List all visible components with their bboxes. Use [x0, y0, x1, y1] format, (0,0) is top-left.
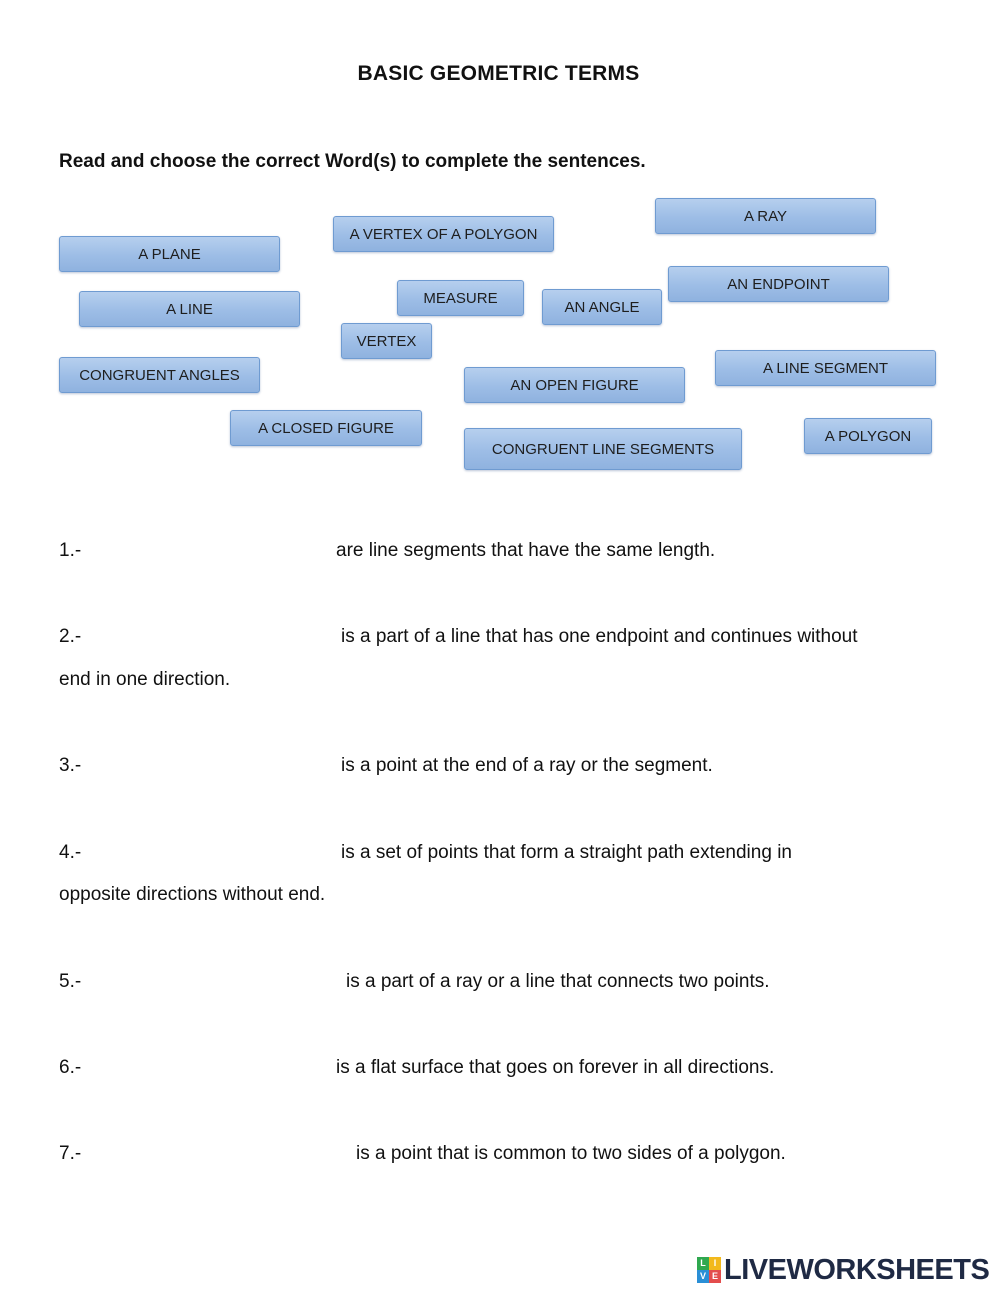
- question-text: is a set of points that form a straight path extending in: [341, 842, 792, 863]
- logo-letter-l: L: [697, 1257, 709, 1270]
- word-chip-a-vertex-of-a-polygon[interactable]: A VERTEX OF A POLYGON: [333, 216, 554, 252]
- logo-letter-v: V: [697, 1270, 709, 1283]
- word-chip-a-plane[interactable]: A PLANE: [59, 236, 280, 272]
- answer-drop-zone-3[interactable]: [89, 749, 329, 783]
- question-number: 4.-: [59, 842, 82, 863]
- question-text: is a point at the end of a ray or the segment.: [341, 755, 713, 776]
- word-chip-congruent-line-segments[interactable]: CONGRUENT LINE SEGMENTS: [464, 428, 742, 470]
- question-2-continuation: end in one direction.: [59, 669, 231, 690]
- word-chip-vertex[interactable]: VERTEX: [341, 323, 432, 359]
- answer-drop-zone-4[interactable]: [89, 836, 329, 870]
- liveworksheets-logo-icon: [697, 1257, 721, 1283]
- instructions: Read and choose the correct Word(s) to complete the sentences.: [59, 151, 646, 172]
- answer-drop-zone-6[interactable]: [89, 1051, 329, 1085]
- word-chip-congruent-angles[interactable]: CONGRUENT ANGLES: [59, 357, 260, 393]
- question-4-continuation: opposite directions without end.: [59, 884, 326, 905]
- question-number: 1.-: [59, 540, 82, 561]
- logo-letter-e: E: [709, 1270, 721, 1283]
- question-text: is a point that is common to two sides of a polygon.: [356, 1143, 786, 1164]
- page-title: BASIC GEOMETRIC TERMS: [357, 62, 640, 85]
- liveworksheets-brand: LIVEWORKSHEETS: [724, 1253, 990, 1286]
- word-chip-measure[interactable]: MEASURE: [397, 280, 524, 316]
- answer-drop-zone-7[interactable]: [89, 1137, 329, 1171]
- question-number: 2.-: [59, 626, 82, 647]
- question-number: 3.-: [59, 755, 82, 776]
- answer-drop-zone-1[interactable]: [89, 534, 329, 568]
- word-chip-an-angle[interactable]: AN ANGLE: [542, 289, 662, 325]
- word-chip-a-closed-figure[interactable]: A CLOSED FIGURE: [230, 410, 422, 446]
- answer-drop-zone-5[interactable]: [89, 965, 329, 999]
- question-text: is a flat surface that goes on forever in all directions.: [336, 1057, 775, 1078]
- answer-drop-zone-2[interactable]: [89, 620, 329, 654]
- word-chip-a-ray[interactable]: A RAY: [655, 198, 876, 234]
- question-text: is a part of a ray or a line that connects two points.: [346, 971, 770, 992]
- question-text: are line segments that have the same length.: [336, 540, 716, 561]
- word-chip-a-polygon[interactable]: A POLYGON: [804, 418, 932, 454]
- question-number: 6.-: [59, 1057, 82, 1078]
- word-chip-an-open-figure[interactable]: AN OPEN FIGURE: [464, 367, 685, 403]
- logo-letter-i: I: [709, 1257, 721, 1270]
- liveworksheets-logo: [697, 1255, 989, 1285]
- word-chip-a-line-segment[interactable]: A LINE SEGMENT: [715, 350, 936, 386]
- word-chip-a-line[interactable]: A LINE: [79, 291, 300, 327]
- question-text: is a part of a line that has one endpoint and continues without: [341, 626, 858, 647]
- word-chip-an-endpoint[interactable]: AN ENDPOINT: [668, 266, 889, 302]
- question-number: 7.-: [59, 1143, 82, 1164]
- question-number: 5.-: [59, 971, 82, 992]
